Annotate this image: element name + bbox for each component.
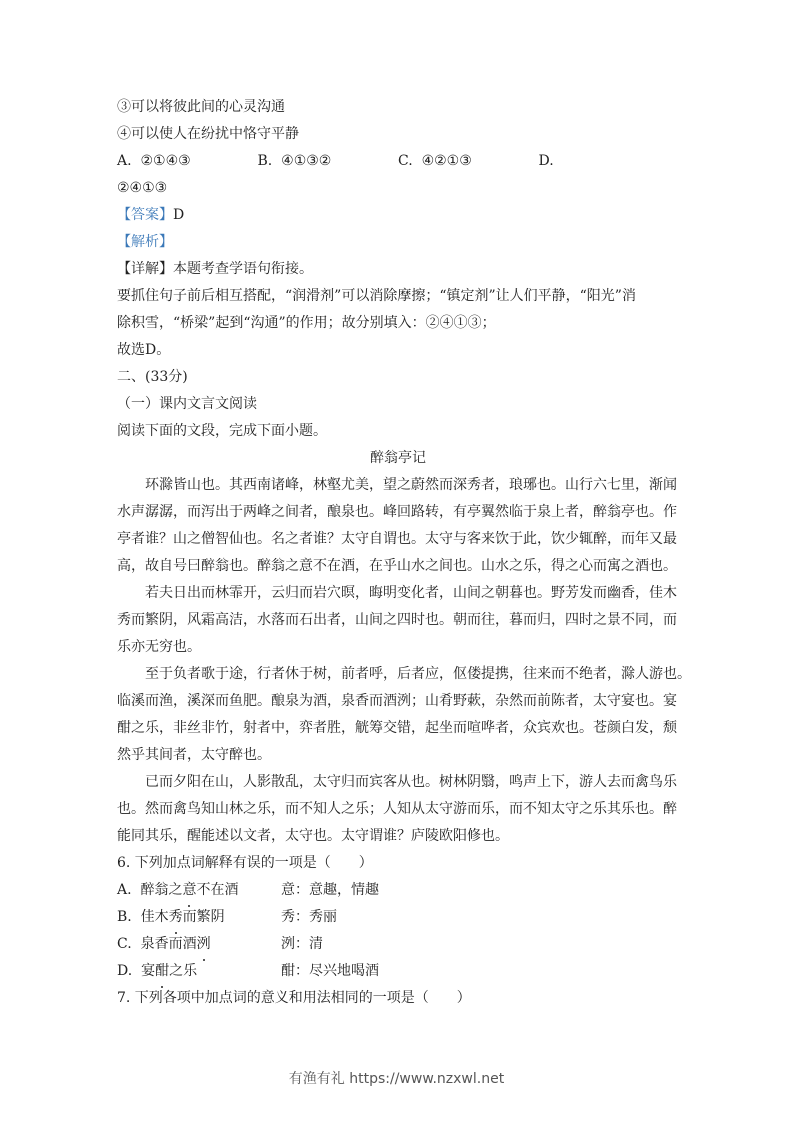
q5-item-3: ③可以将彼此间的心灵沟通	[117, 99, 285, 115]
dotted-word: 酣	[155, 958, 169, 985]
analysis-label: 【解析】	[117, 234, 173, 250]
footer-watermark: 有渔有礼 https://www.nzxwl.net	[288, 1071, 505, 1087]
q5-option-a: A. ②①④③	[117, 153, 191, 169]
passage-paragraph-3: 至于负者歌于途，行者休于树，前者呼，后者应，伛偻提携，往来而不绝者，滁人游也。 临溪而渔，溪深而鱼肥。酿泉为酒，泉香而酒洌；山肴野蔌，杂然而前陈者，太守宴也。宴 酣之乐，非丝非竹，射者中，弈者胜，觥筹交错，起坐而喧哗者，众宾欢也。苍颜白发，颓 然乎其间者，太守醉也。	[117, 666, 691, 763]
answer-label: 【答案】	[117, 207, 173, 223]
q7-stem: 7. 下列各项中加点词的意义和用法相同的一项是（ ）	[117, 990, 471, 1006]
q5-option-c: C. ④②①③	[398, 153, 472, 169]
q6-stem: 6. 下列加点词解释有误的一项是（ ）	[117, 855, 373, 871]
detail-line: 【详解】本题考查学语句衔接。	[117, 261, 313, 277]
q6-option-d: D. 宴酣之乐 酣：尽兴地喝酒	[117, 958, 679, 985]
q5-option-d: D.	[538, 153, 554, 169]
section-heading: 二、(33分)	[117, 369, 188, 385]
explanation-line-1: 要抓住句子前后相互搭配，“润滑剂”可以消除摩擦；“镇定剂”让人们平静，“阳光”消	[117, 288, 636, 304]
passage-paragraph-4: 已而夕阳在山，人影散乱，太守归而宾客从也。树林阴翳，鸣声上下，游人去而禽鸟乐 也。然而禽鸟知山林之乐，而不知人之乐；人知从太守游而乐，而不知太守之乐其乐也。醉 能同其乐，醒能述以文者，太守也。太守谓谁？庐陵欧阳修也。	[117, 774, 677, 844]
answer-value: D	[173, 207, 185, 223]
passage-paragraph-2: 若夫日出而林霏开，云归而岩穴暝，晦明变化者，山间之朝暮也。野芳发而幽香，佳木 秀而繁阴，风霜高洁，水落而石出者，山间之四时也。朝而往，暮而归，四时之景不同，而 乐亦无穷也。	[117, 585, 677, 655]
q5-option-b: B. ④①③②	[257, 153, 332, 169]
dotted-word: 洌	[197, 931, 211, 958]
passage-title: 醉翁亭记	[370, 450, 426, 466]
dotted-word: 意	[182, 877, 196, 904]
q6-gloss-a: 意：意趣，情趣	[281, 882, 379, 898]
section-subheading: （一）课内文言文阅读	[117, 396, 257, 412]
q5-option-d-value: ②④①③	[117, 180, 168, 196]
q6-gloss-d: 酣：尽兴地喝酒	[281, 963, 379, 979]
q6-gloss-b: 秀：秀丽	[281, 909, 337, 925]
conclusion-line: 故选D。	[117, 342, 171, 358]
q5-options	[117, 148, 679, 175]
dotted-word: 秀	[169, 904, 183, 931]
q5-item-4: ④可以使人在纷扰中恪守平静	[117, 126, 299, 142]
q6-gloss-c: 洌：清	[281, 936, 323, 952]
answer-line	[117, 202, 679, 229]
q6-option-a: A. 醉翁之意不在酒 意：意趣，情趣	[117, 877, 679, 904]
passage-paragraph-1: 环滁皆山也。其西南诸峰，林壑尤美，望之蔚然而深秀者，琅琊也。山行六七里，渐闻 水声潺潺，而泻出于两峰之间者，酿泉也。峰回路转，有亭翼然临于泉上者，醉翁亭也。作 亭者谁？山之僧智仙也。名之者谁？太守自谓也。太守与客来饮于此，饮少辄醉，而年又最 高，故自号曰醉翁也。醉翁之意不在酒，在乎山水之间也。山水之乐，得之心而寓之酒也。	[117, 477, 677, 574]
document-page	[117, 94, 691, 1012]
q6-option-c: C. 泉香而酒洌 洌：清	[117, 931, 679, 958]
reading-instruction: 阅读下面的文段，完成下面小题。	[117, 423, 327, 439]
explanation-line-2: 除积雪，“桥梁”起到“沟通”的作用；故分别填入：②④①③；	[117, 315, 496, 331]
q6-option-b: B. 佳木秀而繁阴 秀：秀丽	[117, 904, 679, 931]
